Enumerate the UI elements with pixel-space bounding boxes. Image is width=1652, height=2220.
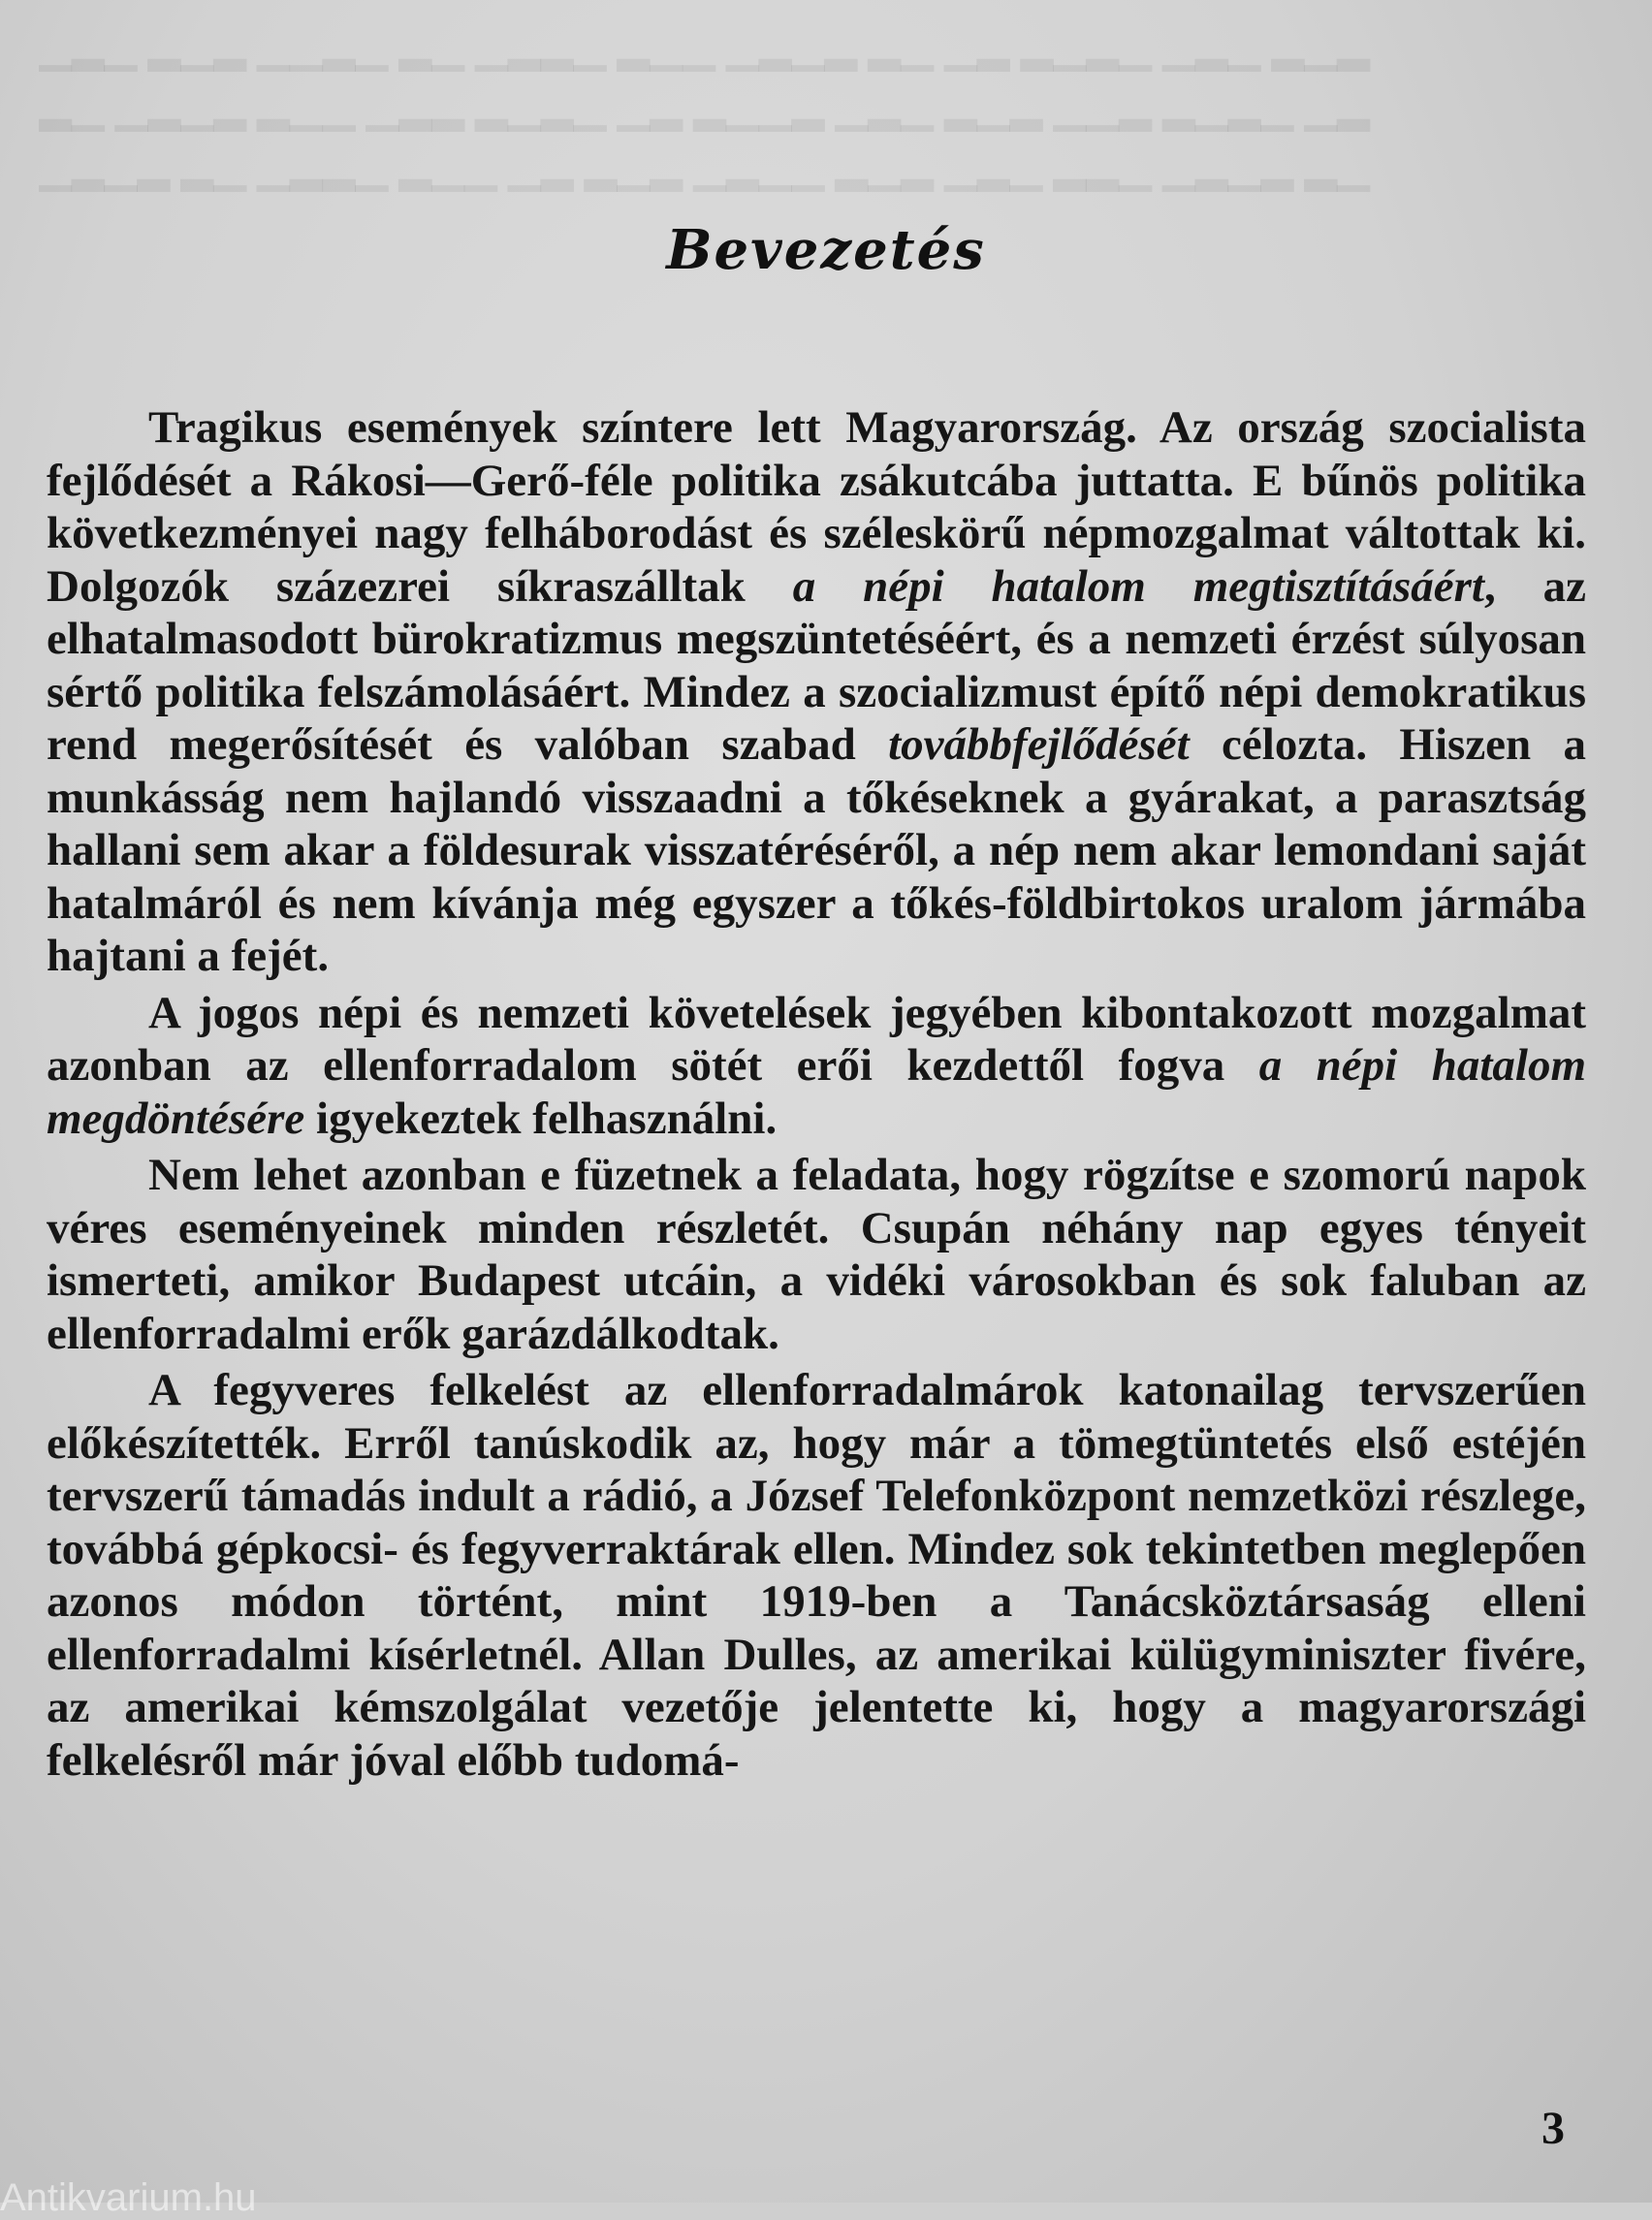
text-run: Nem lehet azonban e füzetnek a feladata, hogy rögzítse e szomorú napok véres eseményeinek minden részletét. Csupán néhány nap egyes tényeit ismerteti, amikor Budapest utcáin, a vidéki városokban és sok faluban az ellenforradalmi erők garázdálkodtak.	[47, 1150, 1586, 1359]
watermark: Antikvarium.hu	[0, 2176, 257, 2219]
emphasized-text: a népi hatalom megdöntésére	[47, 1040, 1587, 1144]
page-number: 3	[1541, 2103, 1565, 2154]
paragraph	[47, 401, 1586, 983]
paragraph	[47, 1149, 1586, 1360]
text-run: , az elhatalmasodott bürokratizmus megszüntetéséért, és a nemzeti érzést súlyosan sértő politika felszámolásáért. Mindez a szocializmust építő népi demokratikus rend megerősítését és valóban szabad	[47, 560, 1586, 770]
body-text	[47, 401, 1586, 1787]
bleed-through-texture: ▁▂▁ ▂▁▂ ▁▁▂▁ ▂▁ ▁▂▂▁ ▂▁▁ ▁▂▁▂ ▂▁ ▁▂ ▂▁▂▁ ▁▂▁ ▂▁▂ ▂▁ ▁▂▁▂ ▂▁▁ ▁▂▂ ▂▁▂▁ ▁▂ ▂▁▁▂ ▁▂▁ ▂▁▂ ▁▁▂ ▂▁▂▁ ▁▂ ▁▂▁▂ ▂▁ ▁▂▂▁ ▂▁▁ ▁▂ ▂▁▂ ▁▂▁▁ ▂▁▂ ▁▂▁ ▂▂▁ ▁▂▁▂ ▂▁	[39, 23, 1371, 191]
text-run: A fegyveres felkelést az ellenforradalmárok katonailag tervszerűen előkészítették. Erről tanúskodik az, hogy már a tömegtüntetés első estéjén tervszerű támadás indult a rádió, a József Telefonközpont nemzetközi részlege, továbbá gépkocsi- és fegyverraktárak ellen. Mindez sok tekintetben meglepően azonos módon történt, mint 1919-ben a Tanácsköztársaság elleni ellenforradalmi kísérletnél. Allan Dulles, az amerikai külügyminiszter fivére, az amerikai kémszolgálat vezetője jelentette ki, hogy a magyarországi felkelésről már jóval előbb tudomá-	[47, 1365, 1586, 1786]
paragraph	[47, 987, 1586, 1146]
text-run: igyekeztek felhasználni.	[304, 1093, 778, 1144]
text-run: Tragikus események színtere lett Magyarország. Az ország szocialista fejlődését a Rákosi—Gerő-féle politika zsákutcába juttatta. E bűnös politika következményei nagy felháborodást és széleskörű népmozgalmat váltottak ki. Dolgozók százezrei síkraszálltak	[47, 402, 1586, 612]
emphasized-text: továbbfejlődését	[888, 719, 1190, 770]
text-run: célozta. Hiszen a munkásság nem hajlandó visszaadni a tőkéseknek a gyárakat, a parasztság hallani sem akar a földesurak visszatéréséről, a nép nem akar lemondani saját hatalmáról és nem kívánja még egyszer a tőkés-földbirtokos uralom jármába hajtani a fejét.	[47, 719, 1587, 981]
paragraph	[47, 1364, 1586, 1787]
chapter-title: Bevezetés	[666, 218, 986, 282]
emphasized-text: a népi hatalom megtisztításáért	[792, 560, 1484, 612]
text-run: A jogos népi és nemzeti követelések jegyében kibontakozott mozgalmat azonban az ellenforradalom sötét erői kezdettől fogva	[47, 987, 1586, 1091]
